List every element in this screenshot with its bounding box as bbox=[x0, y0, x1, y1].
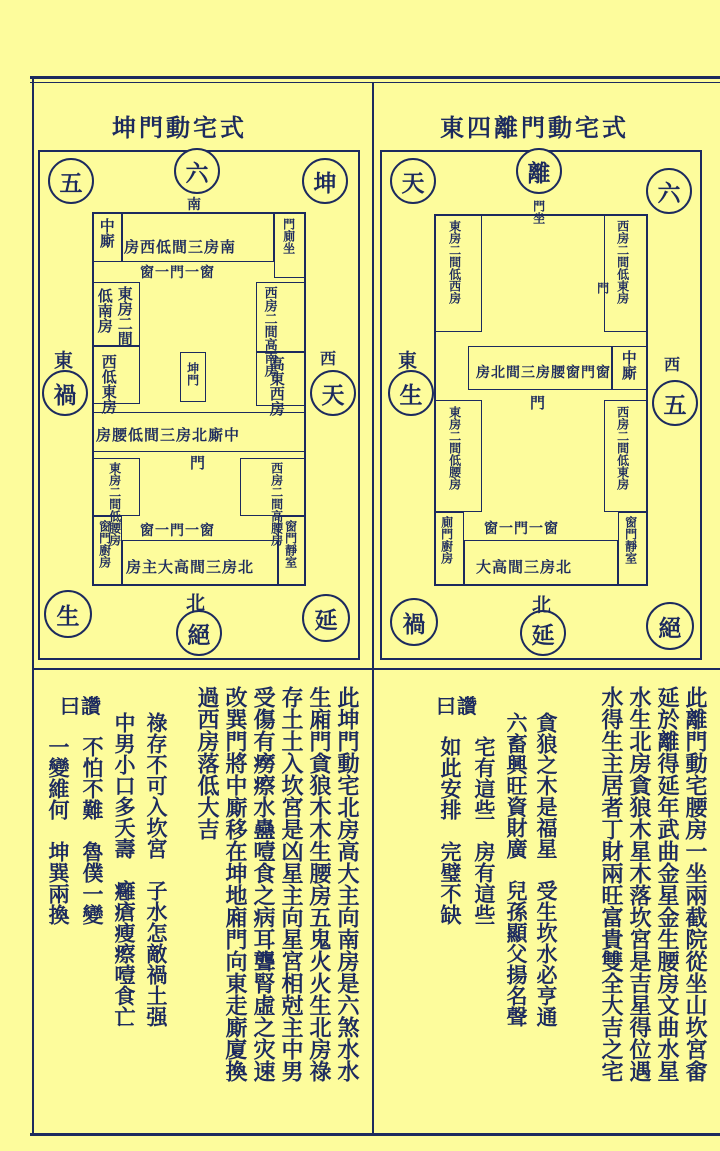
left-rule bbox=[32, 76, 34, 1136]
left-gate-top-label: 門廁坐 bbox=[281, 218, 296, 254]
left-text-col-1: 此坤門動宅北房高大主向南房是六煞水水 bbox=[334, 686, 360, 1082]
right-men-1: 門 bbox=[595, 282, 610, 294]
center-rule bbox=[372, 82, 374, 1134]
left-still-label: 窗門靜室 bbox=[283, 520, 298, 568]
left-text-col-3: 存土土入坎宮是凶星主向星宮相尅主中男 bbox=[278, 686, 304, 1082]
right-gate-top-label: 門坐 bbox=[531, 200, 546, 224]
right-title: 東四離門動宅式 bbox=[440, 113, 629, 142]
left-dir-east: 東 bbox=[54, 350, 74, 372]
left-circle-top-left: 五 bbox=[48, 158, 94, 204]
left-dir-west: 西 bbox=[320, 349, 337, 368]
left-low-south-label: 低南房 bbox=[95, 288, 114, 333]
left-circle-mid-right: 天 bbox=[310, 370, 356, 416]
right-poem-head: 讚曰 bbox=[436, 694, 478, 718]
left-zhongduan-top-label: 中廝 bbox=[97, 218, 116, 248]
left-north-main-label: 北房三間高大主房 bbox=[126, 558, 255, 576]
right-dir-west: 西 bbox=[664, 355, 681, 374]
left-title: 坤門動宅式 bbox=[112, 113, 247, 142]
right-north-main-label: 北房三間高大 bbox=[476, 558, 573, 576]
left-circle-top-right: 坤 bbox=[302, 158, 348, 204]
right-circle-top-left: 天 bbox=[390, 158, 436, 204]
right-west-low-east-label: 西房二間低東房 bbox=[615, 220, 630, 304]
left-south-room-label: 南房三間低西房 bbox=[124, 238, 237, 256]
right-zhongduan-label: 中廝 bbox=[619, 350, 638, 380]
left-circle-bottom-mid: 絕 bbox=[176, 610, 222, 656]
left-east-low-label: 東房二間 bbox=[115, 286, 134, 346]
left-text-col-4: 受傷有癆瘵水蠱噎食之病耳聾腎虛之灾速 bbox=[250, 686, 276, 1082]
left-west-high-label: 西房二間高南房 bbox=[261, 286, 277, 377]
right-circle-mid-right: 五 bbox=[652, 380, 698, 426]
left-poem-col-3: 不怕不難 魯僕一變 bbox=[80, 736, 105, 925]
left-west-low-east-label: 西低東房 bbox=[99, 354, 118, 414]
left-kitchen-label: 窗門廚房 bbox=[97, 520, 112, 568]
left-text-col-5: 改巽門將中廝移在坤地廂門向東走廝廈換 bbox=[222, 686, 248, 1082]
left-center-gate-label: 坤門 bbox=[185, 362, 200, 386]
right-text-col-4: 水得生主居者丁財兩旺富貴雙全大吉之宅 bbox=[598, 686, 624, 1082]
right-dir-north: 北 bbox=[532, 594, 552, 616]
right-circle-bottom-mid: 延 bbox=[520, 610, 566, 656]
right-west-low-east2-label: 西房二間低東房 bbox=[615, 406, 630, 490]
right-poem-col-4: 如此安排 完璧不缺 bbox=[438, 736, 463, 925]
left-window-gate-2: 窗一門一窗 bbox=[140, 523, 215, 539]
right-kitchen-label: 廁門廚房 bbox=[439, 516, 454, 564]
right-text-col-3: 水生北房貪狼木星木落坎宮是吉星得位遇 bbox=[626, 686, 652, 1082]
right-poem-col-1: 貪狼之木是福星 受生坎水必亨通 bbox=[534, 712, 559, 1027]
left-poem-col-1: 祿存不可入坎宮 子水怎敵禍土强 bbox=[144, 712, 169, 1027]
left-poem-col-2: 中男小口多夭壽 癰瘡瘦瘵噎食亡 bbox=[112, 712, 137, 1027]
left-high-east-label: 高東西房 bbox=[267, 356, 286, 416]
top-rule bbox=[30, 76, 720, 79]
left-text-col-2: 生廂門貪狼木木生腰房五鬼火火生北房祿 bbox=[306, 686, 332, 1082]
right-circle-mid-left: 生 bbox=[388, 370, 434, 416]
right-poem-col-2: 六畜興旺資財廣 兒孫顯父揚名聲 bbox=[504, 712, 529, 1027]
left-circle-bottom-left: 生 bbox=[44, 590, 92, 638]
right-circle-top-mid: 離 bbox=[516, 148, 562, 194]
left-circle-bottom-right: 延 bbox=[302, 594, 350, 642]
left-text-col-6: 過西房落低大吉 bbox=[194, 686, 220, 840]
mid-rule bbox=[32, 668, 720, 670]
right-poem-col-3: 宅有這些 房有這些 bbox=[472, 736, 497, 925]
right-text-col-1: 此離門動宅腰房一坐兩截院從坐山坎宮畬 bbox=[682, 686, 708, 1082]
right-circle-bottom-left: 禍 bbox=[390, 598, 438, 646]
right-window-gate: 窗一門一窗 bbox=[484, 521, 559, 537]
right-circle-bottom-right: 絕 bbox=[646, 602, 694, 650]
left-dir-south: 南 bbox=[187, 197, 201, 213]
left-circle-top-mid: 六 bbox=[174, 148, 220, 194]
left-middle-hall-label: 中廝北房三間低腰房 bbox=[96, 426, 241, 444]
top-rule-thin bbox=[30, 82, 720, 83]
right-dir-east: 東 bbox=[398, 350, 418, 372]
right-text-col-2: 延於離得延年武曲金星金生腰房文曲水星 bbox=[654, 686, 680, 1082]
left-east-bed-label: 東房二間低腰房 bbox=[107, 462, 122, 546]
bottom-rule bbox=[30, 1133, 720, 1136]
left-men-label: 門 bbox=[190, 454, 207, 472]
left-window-gate: 窗一門一窗 bbox=[140, 265, 215, 281]
right-circle-top-right: 六 bbox=[646, 168, 692, 214]
left-circle-mid-left: 禍 bbox=[42, 370, 88, 416]
left-west-bed-label: 西房二間高腰房 bbox=[269, 462, 284, 546]
left-poem-head: 讚曰 bbox=[60, 694, 102, 718]
right-still-label: 窗門靜室 bbox=[623, 516, 638, 564]
right-east-low-bed-label: 東房二間低腰房 bbox=[447, 406, 462, 490]
right-center-hall-label: 窗門窗腰房三間北房 bbox=[476, 365, 611, 381]
right-men-2: 門 bbox=[530, 394, 547, 412]
left-dir-north: 北 bbox=[186, 592, 206, 614]
right-east-low-west-label: 東房二間低西房 bbox=[447, 220, 462, 304]
left-poem-col-4: 一變維何 坤巽兩換 bbox=[46, 736, 71, 925]
